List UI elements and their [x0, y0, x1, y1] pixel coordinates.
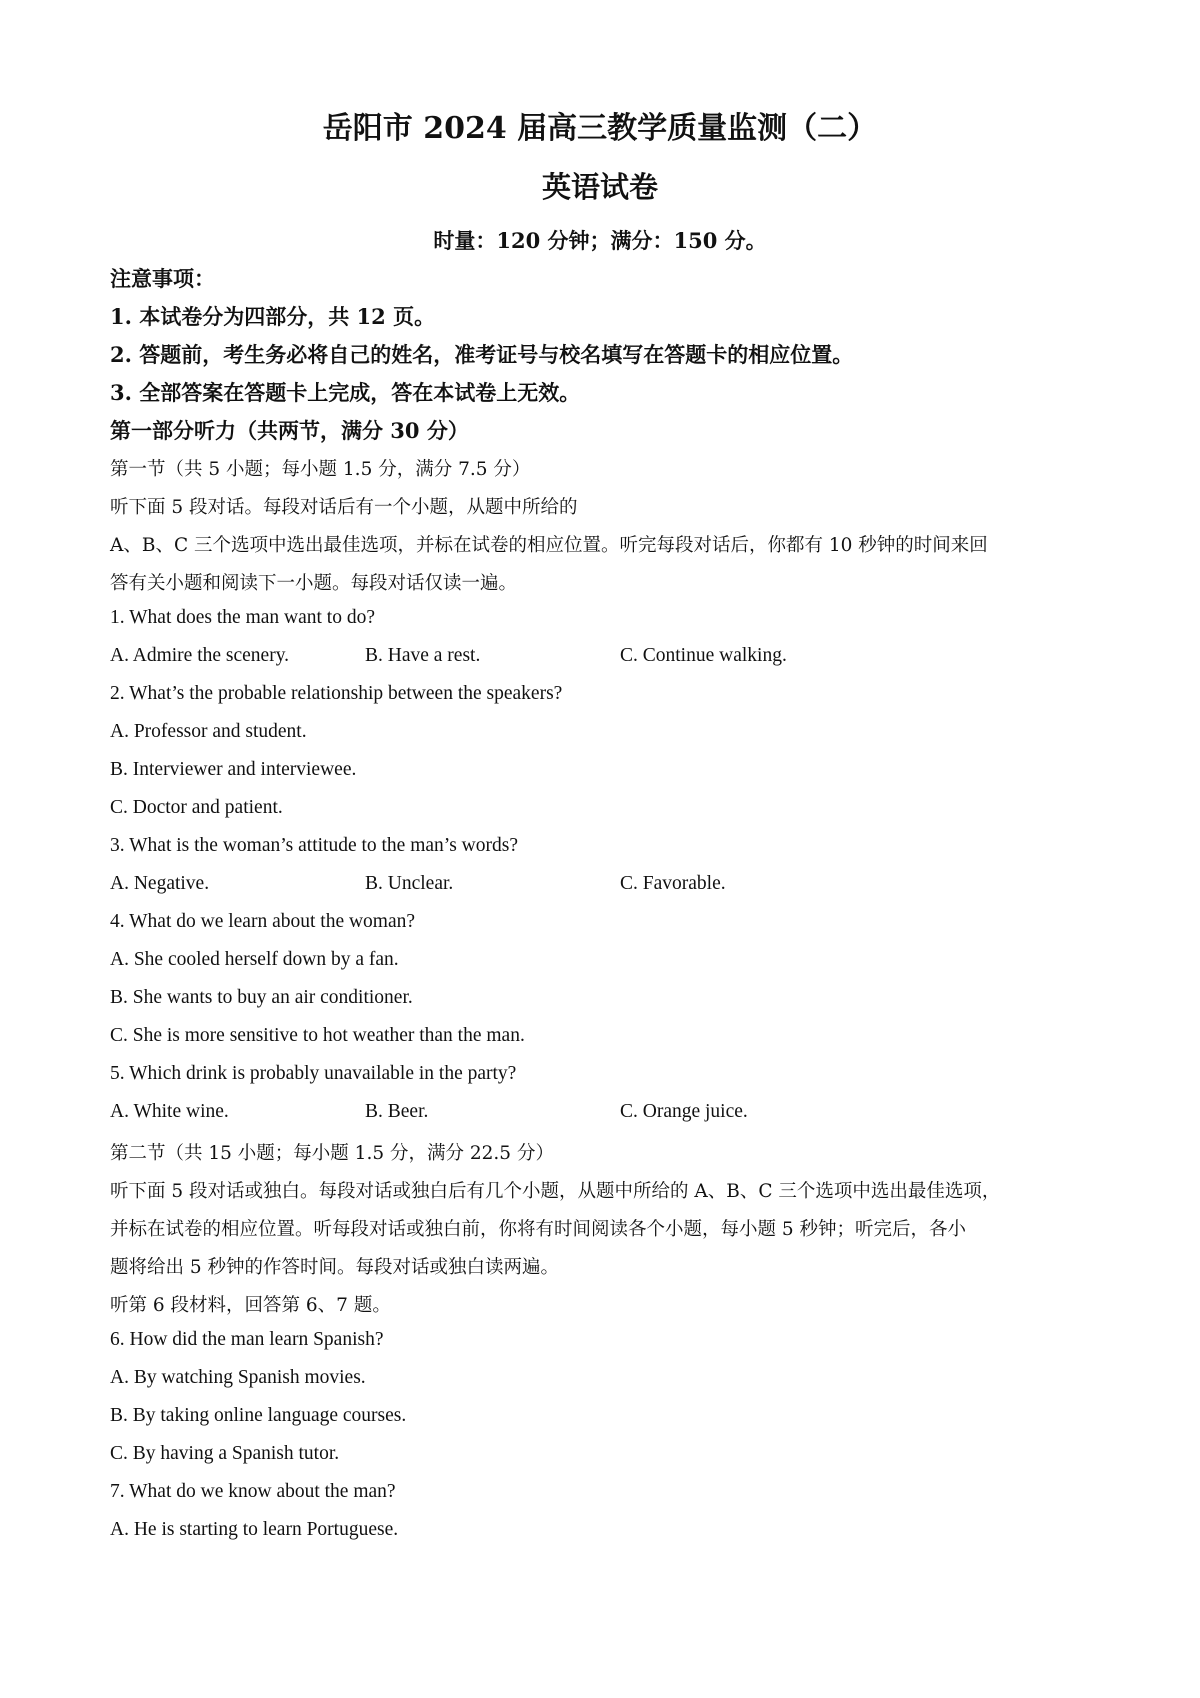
section1-heading: 第一节（共 5 小题；每小题 1.5 分，满分 7.5 分）: [110, 459, 531, 480]
exam-subject: 英语试卷: [541, 170, 658, 204]
q6-option-a: A. By watching Spanish movies.: [110, 1367, 366, 1388]
q7-option-a: A. He is starting to learn Portuguese.: [110, 1519, 399, 1540]
q2-option-a: A. Professor and student.: [110, 721, 307, 742]
q1-option-c: C. Continue walking.: [620, 645, 787, 666]
section2-heading: 第二节（共 15 小题；每小题 1.5 分，满分 22.5 分）: [110, 1143, 554, 1164]
q2-option-c: C. Doctor and patient.: [110, 797, 283, 818]
section2-instruction: 听下面 5 段对话或独白。每段对话或独白后有几个小题，从题中所给的 A、B、C 三个选项中选出最佳选项，: [110, 1181, 1001, 1202]
q1-option-a: A. Admire the scenery.: [110, 645, 290, 666]
q3-option-a: A. Negative.: [110, 873, 210, 894]
question-7: 7. What do we know about the man?: [110, 1481, 396, 1502]
question-3: 3. What is the woman’s attitude to the man’s words?: [110, 835, 518, 856]
question-1: 1. What does the man want to do?: [110, 607, 375, 628]
q3-option-b: B. Unclear.: [365, 873, 454, 894]
notice-item: 2. 答题前，考生务必将自己的姓名，准考证号与校名填写在答题卡的相应位置。: [110, 342, 854, 367]
q6-option-b: B. By taking online language courses.: [110, 1405, 407, 1426]
exam-title: 岳阳市 2024 届高三教学质量监测（二）: [322, 111, 878, 146]
q5-option-b: B. Beer.: [365, 1101, 429, 1122]
q5-option-c: C. Orange juice.: [620, 1101, 748, 1122]
notice-item: 1. 本试卷分为四部分，共 12 页。: [110, 304, 436, 329]
q4-option-c: C. She is more sensitive to hot weather than the man.: [110, 1025, 525, 1046]
q1-option-b: B. Have a rest.: [365, 645, 481, 666]
section1-instruction: 听下面 5 段对话。每段对话后有一个小题，从题中所给的: [110, 497, 578, 518]
notice-item: 3. 全部答案在答题卡上完成，答在本试卷上无效。: [110, 380, 581, 405]
part1-heading: 第一部分听力（共两节，满分 30 分）: [110, 418, 469, 443]
section1-instruction: 答有关小题和阅读下一小题。每段对话仅读一遍。: [110, 573, 518, 594]
question-6: 6. How did the man learn Spanish?: [110, 1329, 384, 1350]
notice-heading: 注意事项：: [110, 266, 215, 291]
section2-instruction: 并标在试卷的相应位置。听每段对话或独白前，你将有时间阅读各个小题，每小题 5 秒钟；听完后，各小: [110, 1219, 967, 1240]
q3-option-c: C. Favorable.: [620, 873, 726, 894]
q2-option-b: B. Interviewer and interviewee.: [110, 759, 357, 780]
section2-instruction: 题将给出 5 秒钟的作答时间。每段对话或独白读两遍。: [110, 1257, 560, 1278]
q5-option-a: A. White wine.: [110, 1101, 229, 1122]
section1-instruction: A、B、C 三个选项中选出最佳选项，并标在试卷的相应位置。听完每段对话后，你都有 10 秒钟的时间来回: [110, 535, 988, 556]
q4-option-a: A. She cooled herself down by a fan.: [110, 949, 399, 970]
question-2: 2. What’s the probable relationship between the speakers?: [110, 683, 563, 704]
material-6-label: 听第 6 段材料，回答第 6、7 题。: [110, 1295, 391, 1316]
q4-option-b: B. She wants to buy an air conditioner.: [110, 987, 413, 1008]
question-4: 4. What do we learn about the woman?: [110, 911, 416, 932]
question-5: 5. Which drink is probably unavailable in the party?: [110, 1063, 517, 1084]
time-score: 时量：120 分钟；满分：150 分。: [433, 228, 767, 253]
q6-option-c: C. By having a Spanish tutor.: [110, 1443, 340, 1464]
